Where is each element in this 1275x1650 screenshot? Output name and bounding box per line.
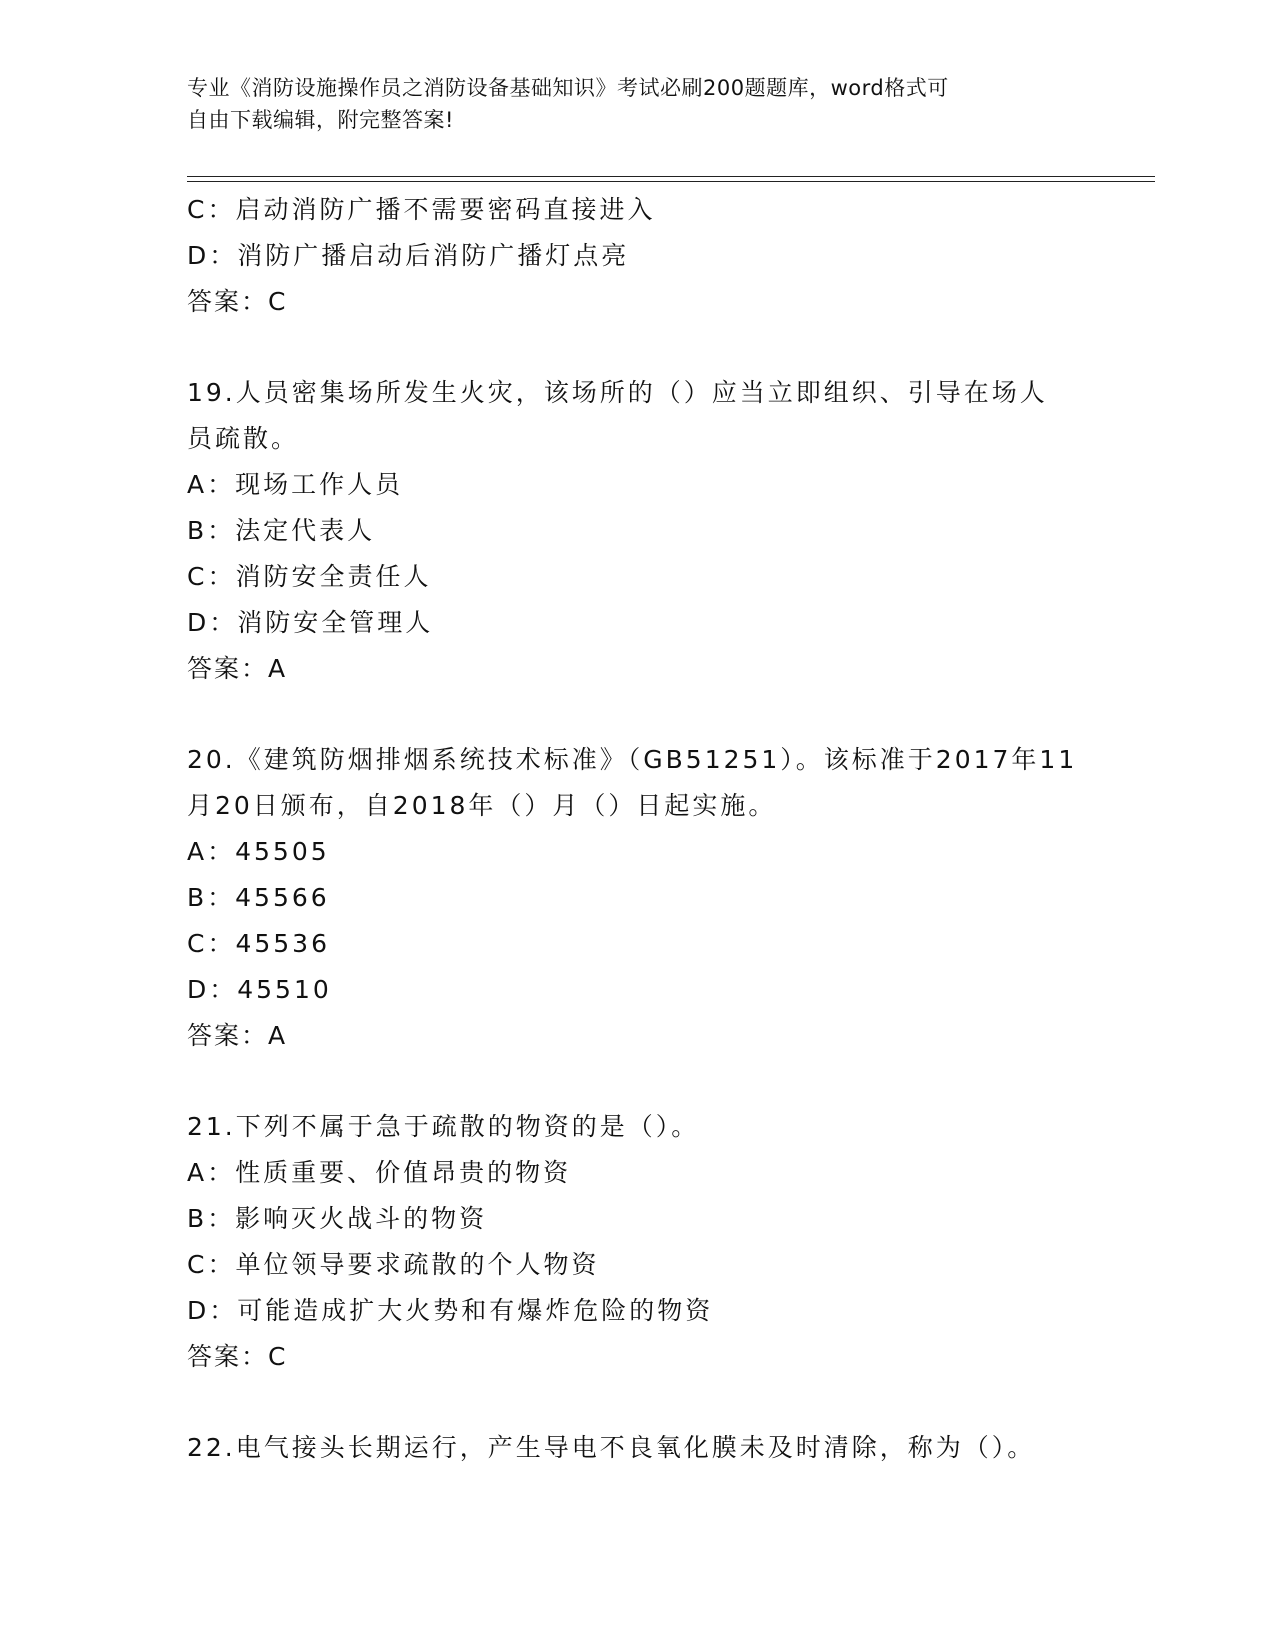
option-d: D：可能造成扩大火势和有爆炸危险的物资 (187, 1296, 714, 1325)
question-stem: 员疏散。 (187, 424, 300, 453)
option-b: B：45566 (187, 883, 330, 912)
option-d: D：消防安全管理人 (187, 608, 434, 637)
question-21 (187, 1104, 1087, 1380)
header-line-2: 自由下载编辑，附完整答案! (187, 108, 454, 132)
question-stem: 20.《建筑防烟排烟系统技术标准》（GB51251）。该标准于2017年11 (187, 745, 1078, 774)
answer: 答案：C (187, 287, 288, 316)
question-19 (187, 370, 1087, 692)
question-stem: 19.人员密集场所发生火灾，该场所的（）应当立即组织、引导在场人 (187, 378, 1048, 407)
header-line-1: 专业《消防设施操作员之消防设备基础知识》考试必刷200题题库，word格式可 (187, 76, 949, 100)
option-c: C：单位领导要求疏散的个人物资 (187, 1250, 600, 1279)
option-d: D：消防广播启动后消防广播灯点亮 (187, 241, 630, 270)
answer: 答案：C (187, 1342, 288, 1371)
option-a: A：45505 (187, 837, 330, 866)
option-b: B：法定代表人 (187, 516, 376, 545)
question-stem: 21.下列不属于急于疏散的物资的是（）。 (187, 1112, 700, 1141)
answer: 答案：A (187, 654, 288, 683)
question-18-continued (187, 187, 1087, 325)
option-d: D：45510 (187, 975, 332, 1004)
question-22 (187, 1425, 1087, 1471)
question-stem: 22.电气接头长期运行，产生导电不良氧化膜未及时清除，称为（）。 (187, 1433, 1036, 1462)
option-c: C：消防安全责任人 (187, 562, 432, 591)
header-rule-bottom (187, 181, 1155, 182)
question-list (187, 187, 1087, 1471)
option-a: A：性质重要、价值昂贵的物资 (187, 1158, 572, 1187)
answer: 答案：A (187, 1021, 288, 1050)
option-c: C：45536 (187, 929, 330, 958)
header-rule-top (187, 176, 1155, 177)
option-a: A：现场工作人员 (187, 470, 404, 499)
question-20 (187, 737, 1087, 1059)
option-c: C：启动消防广播不需要密码直接进入 (187, 195, 656, 224)
question-stem: 月20日颁布，自2018年（）月（）日起实施。 (187, 791, 777, 820)
document-header (187, 72, 1067, 136)
option-b: B：影响灭火战斗的物资 (187, 1204, 488, 1233)
